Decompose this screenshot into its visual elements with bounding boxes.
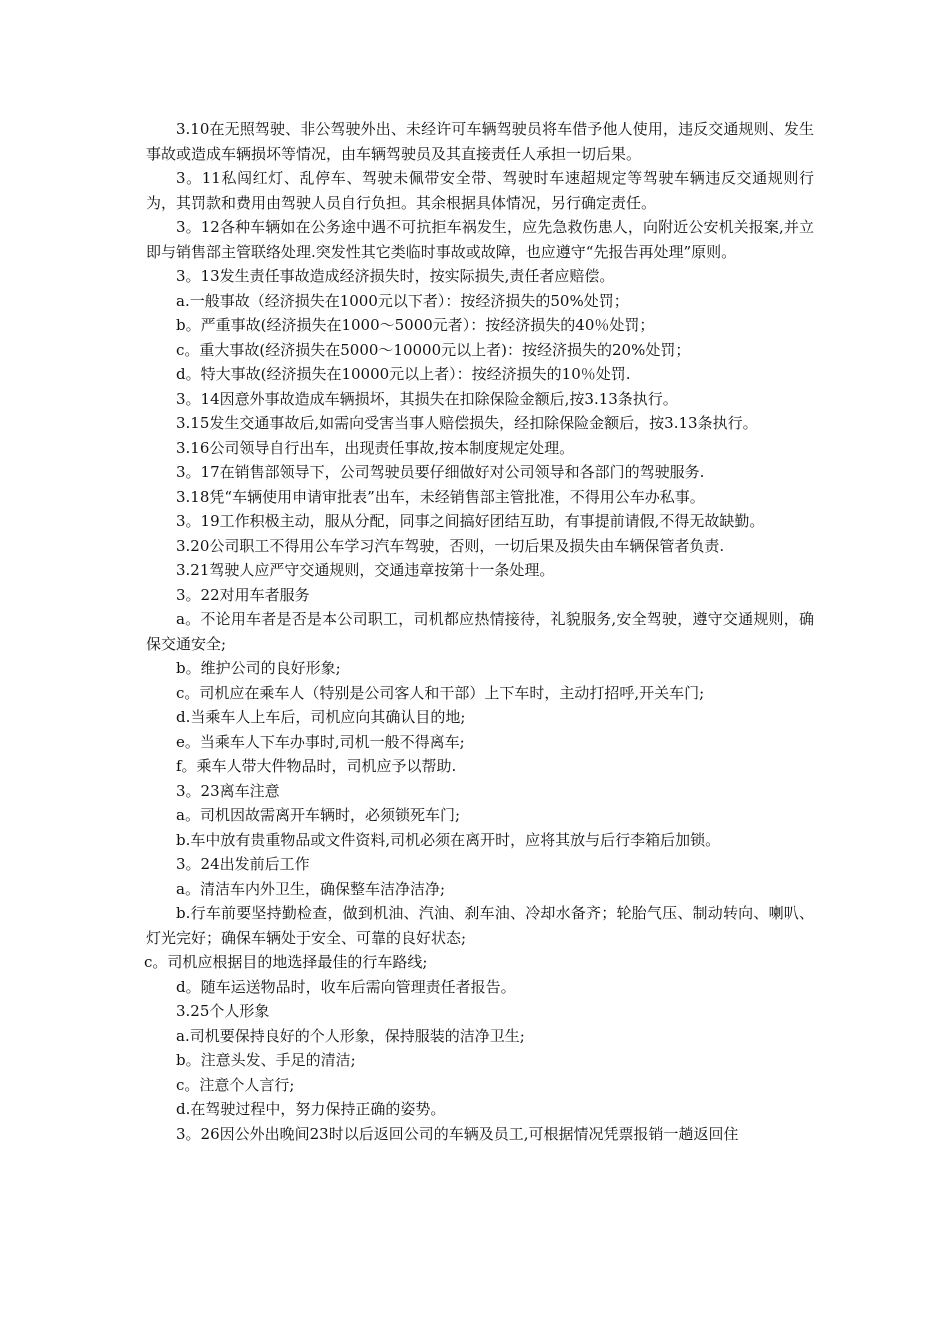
paragraph: 3。22对用车者服务	[176, 585, 310, 604]
document-body	[146, 117, 814, 1146]
paragraph: 3.18凭“车辆使用申请审批表”出车，未经销售部主管批准，不得用公车办私事。	[176, 487, 705, 506]
paragraph: 3。12各种车辆如在公务途中遇不可抗拒车祸发生，应先急救伤患人，向附近公安机关报案,并立即与销售部主管联络处理.突发性其它类临时事故或故障，也应遵守“先报告再处理”原则。	[146, 218, 814, 261]
paragraph: 3.21驾驶人应严守交通规则，交通违章按第十一条处理。	[176, 561, 555, 579]
paragraph: 3。23离车注意	[176, 781, 280, 800]
paragraph: 3.20公司职工不得用公车学习汽车驾驶，否则，一切后果及损失由车辆保管者负责.	[176, 536, 725, 555]
paragraph: a。清洁车内外卫生，确保整车洁净洁净;	[176, 879, 445, 898]
paragraph: 3.16公司领导自行出车，出现责任事故,按本制度规定处理。	[176, 438, 575, 457]
paragraph: b。严重事故(经济损失在1000～5000元者）：按经济损失的40％处罚；	[176, 316, 655, 334]
paragraph: 3。14因意外事故造成车辆损坏，其损失在扣除保险金额后,按3.13条执行。	[176, 389, 678, 408]
paragraph: b.车中放有贵重物品或文件资料,司机必须在离开时，应将其放与后行李箱后加锁。	[176, 830, 721, 849]
paragraph: c。司机应在乘车人（特别是公司客人和干部）上下车时，主动打招呼,开关车门;	[176, 683, 705, 702]
paragraph: e。当乘车人下车办事时,司机一般不得离车;	[176, 732, 465, 751]
paragraph: b。注意头发、手足的清洁;	[176, 1051, 356, 1069]
paragraph: 3.10在无照驾驶、非公驾驶外出、未经许可车辆驾驶员将车借予他人使用，违反交通规则、发生事故或造成车辆损坏等情况，由车辆驾驶员及其直接责任人承担一切后果。	[146, 120, 814, 163]
paragraph: a.一般事故（经济损失在1000元以下者）：按经济损失的50%处罚；	[176, 291, 629, 310]
paragraph: a。不论用车者是否是本公司职工，司机都应热情接待，礼貌服务,安全驾驶，遵守交通规则，确保交通安全;	[146, 610, 814, 653]
paragraph: b.行车前要坚持勤检查，做到机油、汽油、刹车油、冷却水备齐；轮胎气压、制动转向、喇叭、灯光完好；确保车辆处于安全、可靠的良好状态;	[146, 904, 814, 947]
paragraph: 3。24出发前后工作	[176, 855, 310, 873]
paragraph: c。重大事故(经济损失在5000～10000元以上者)：按经济损失的20%处罚；	[176, 340, 691, 359]
paragraph: 3.25个人形象	[176, 1002, 270, 1020]
paragraph: d.当乘车人上车后，司机应向其确认目的地;	[176, 708, 466, 726]
paragraph: c。司机应根据目的地选择最佳的行车路线;	[144, 953, 428, 971]
paragraph: a.司机要保持良好的个人形象，保持服装的洁净卫生;	[176, 1026, 525, 1045]
paragraph: 3。17在销售部领导下，公司驾驶员要仔细做好对公司领导和各部门的驾驶服务.	[176, 463, 705, 481]
paragraph: d。特大事故(经济损失在10000元以上者）：按经济损失的10％处罚.	[176, 365, 631, 383]
paragraph: 3。19工作积极主动，服从分配，同事之间搞好团结互助，有事提前请假,不得无故缺勤。	[176, 512, 765, 530]
paragraph: b。维护公司的良好形象;	[176, 659, 341, 677]
paragraph: a。司机因故需离开车辆时，必须锁死车门;	[176, 806, 460, 824]
paragraph: 3。11私闯红灯、乱停车、驾驶未佩带安全带、驾驶时车速超规定等驾驶车辆违反交通规则行为，其罚款和费用由驾驶人员自行负担。其余根据具体情况，另行确定责任。	[146, 169, 814, 212]
paragraph: f。乘车人带大件物品时，司机应予以帮助.	[176, 757, 457, 775]
paragraph: 3。26因公外出晚间23时以后返回公司的车辆及员工,可根据情况凭票报销一趟返回住	[176, 1124, 739, 1143]
paragraph: d。随车运送物品时，收车后需向管理责任者报告。	[176, 977, 516, 996]
paragraph: 3.15发生交通事故后,如需向受害当事人赔偿损失，经扣除保险金额后，按3.13条执行。	[176, 414, 758, 432]
paragraph: 3。13发生责任事故造成经济损失时，按实际损失,责任者应赔偿。	[176, 267, 615, 285]
paragraph: d.在驾驶过程中，努力保持正确的姿势。	[176, 1100, 446, 1118]
paragraph: c。注意个人言行;	[176, 1075, 295, 1094]
